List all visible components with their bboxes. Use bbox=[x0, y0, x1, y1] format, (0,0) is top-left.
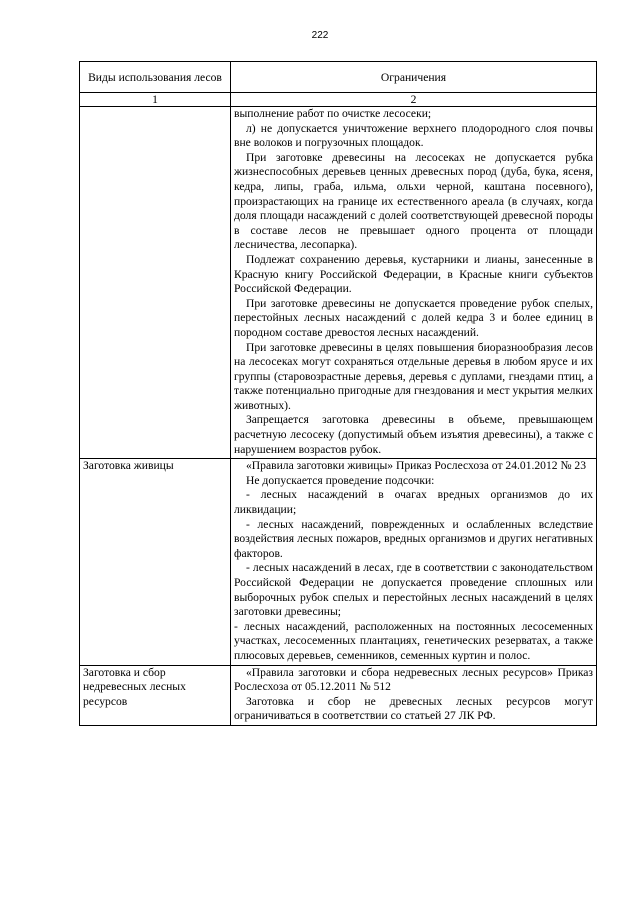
column-number-1: 1 bbox=[80, 93, 231, 107]
restriction-paragraph: - лесных насаждений, поврежденных и ослабленных вследствие воздействия лесных пожаров, вредных организмов и других негативных факторов. bbox=[234, 517, 593, 560]
restriction-paragraph: - лесных насаждений в очагах вредных организмов до их ликвидации; bbox=[234, 488, 593, 517]
column-number-row bbox=[80, 93, 597, 107]
table-header-row bbox=[80, 62, 597, 93]
column-number-2: 2 bbox=[231, 93, 597, 107]
restriction-paragraph: Запрещается заготовка древесины в объеме, превышающем расчетную лесосеку (допустимый объем изъятия древесины), а также с нарушением возрастов рубок. bbox=[234, 413, 593, 456]
restriction-paragraph: Подлежат сохранению деревья, кустарники и лианы, занесенные в Красную книгу Российской Федерации, в Красные книги субъектов Российской Федерации. bbox=[234, 252, 593, 296]
restriction-paragraph: При заготовке древесины на лесосеках не допускается рубка жизнеспособных деревьев ценных древесных пород (дуба, бука, ясеня, кедра, липы, граба, ильма, ольхи черной, каштана посевного), произрастающих на границе их естественного ареала (в случаях, когда доля площади насаждений с долей соответствующей древесной породы в составе лесов не превышает одного процента от площади лесничества, лесопарка). bbox=[234, 150, 593, 252]
table-row bbox=[80, 459, 597, 665]
header-restrictions: Ограничения bbox=[231, 62, 597, 93]
restriction-paragraph: - лесных насаждений в лесах, где в соответствии с законодательством Российской Федерации не допускается проведение сплошных или выборочных рубок спелых и перестойных лесных насаждений в целях заготовки древесины; bbox=[234, 561, 593, 619]
row-restrictions bbox=[231, 107, 597, 459]
row-restrictions bbox=[231, 459, 597, 665]
restriction-paragraph: «Правила заготовки живицы» Приказ Рослесхоза от 24.01.2012 № 23 bbox=[246, 459, 587, 473]
row-type: Заготовка живицы bbox=[80, 459, 231, 665]
restriction-paragraph: - лесных насаждений, расположенных на постоянных лесосеменных участках, лесосеменных плантациях, генетических резерватах, а также плюсовых деревьев, семенников, семенных куртин и полос. bbox=[234, 619, 593, 662]
restriction-paragraph: Не допускается проведение подсочки: bbox=[246, 473, 435, 487]
restrictions-table bbox=[79, 61, 597, 726]
page-number: 222 bbox=[311, 30, 329, 41]
row-type: Заготовка и сбор недревесных лесных ресурсов bbox=[80, 665, 231, 725]
restriction-paragraph: «Правила заготовки и сбора недревесных лесных ресурсов» Приказ Рослесхоза от 05.12.2011 № 512 bbox=[234, 665, 593, 694]
table-row bbox=[80, 107, 597, 459]
header-forest-use-types: Виды использования лесов bbox=[80, 62, 231, 93]
table-row bbox=[80, 665, 597, 725]
restriction-paragraph: При заготовке древесины не допускается проведение рубок спелых, перестойных лесных насаждений с долей кедра 3 и более единиц в породном составе древостоя лесных насаждений. bbox=[234, 296, 593, 339]
restriction-paragraph: выполнение работ по очистке лесосеки; bbox=[234, 107, 432, 120]
restriction-paragraph: л) не допускается уничтожение верхнего плодородного слоя почвы вне волоков и погрузочных площадок. bbox=[234, 121, 593, 150]
row-type bbox=[80, 107, 231, 459]
restriction-paragraph: Заготовка и сбор не древесных лесных ресурсов могут ограничиваться в соответствии со статьей 27 ЛК РФ. bbox=[234, 694, 593, 723]
row-restrictions bbox=[231, 665, 597, 725]
restriction-paragraph: При заготовке древесины в целях повышения биоразнообразия лесов на лесосеках могут сохраняться отдельные деревья в любом ярусе и их группы (старовозрастные деревья, деревья с дуплами, гнездами птиц, а также потенциально пригодные для гнездования и мест укрытия мелких животных). bbox=[234, 340, 593, 412]
